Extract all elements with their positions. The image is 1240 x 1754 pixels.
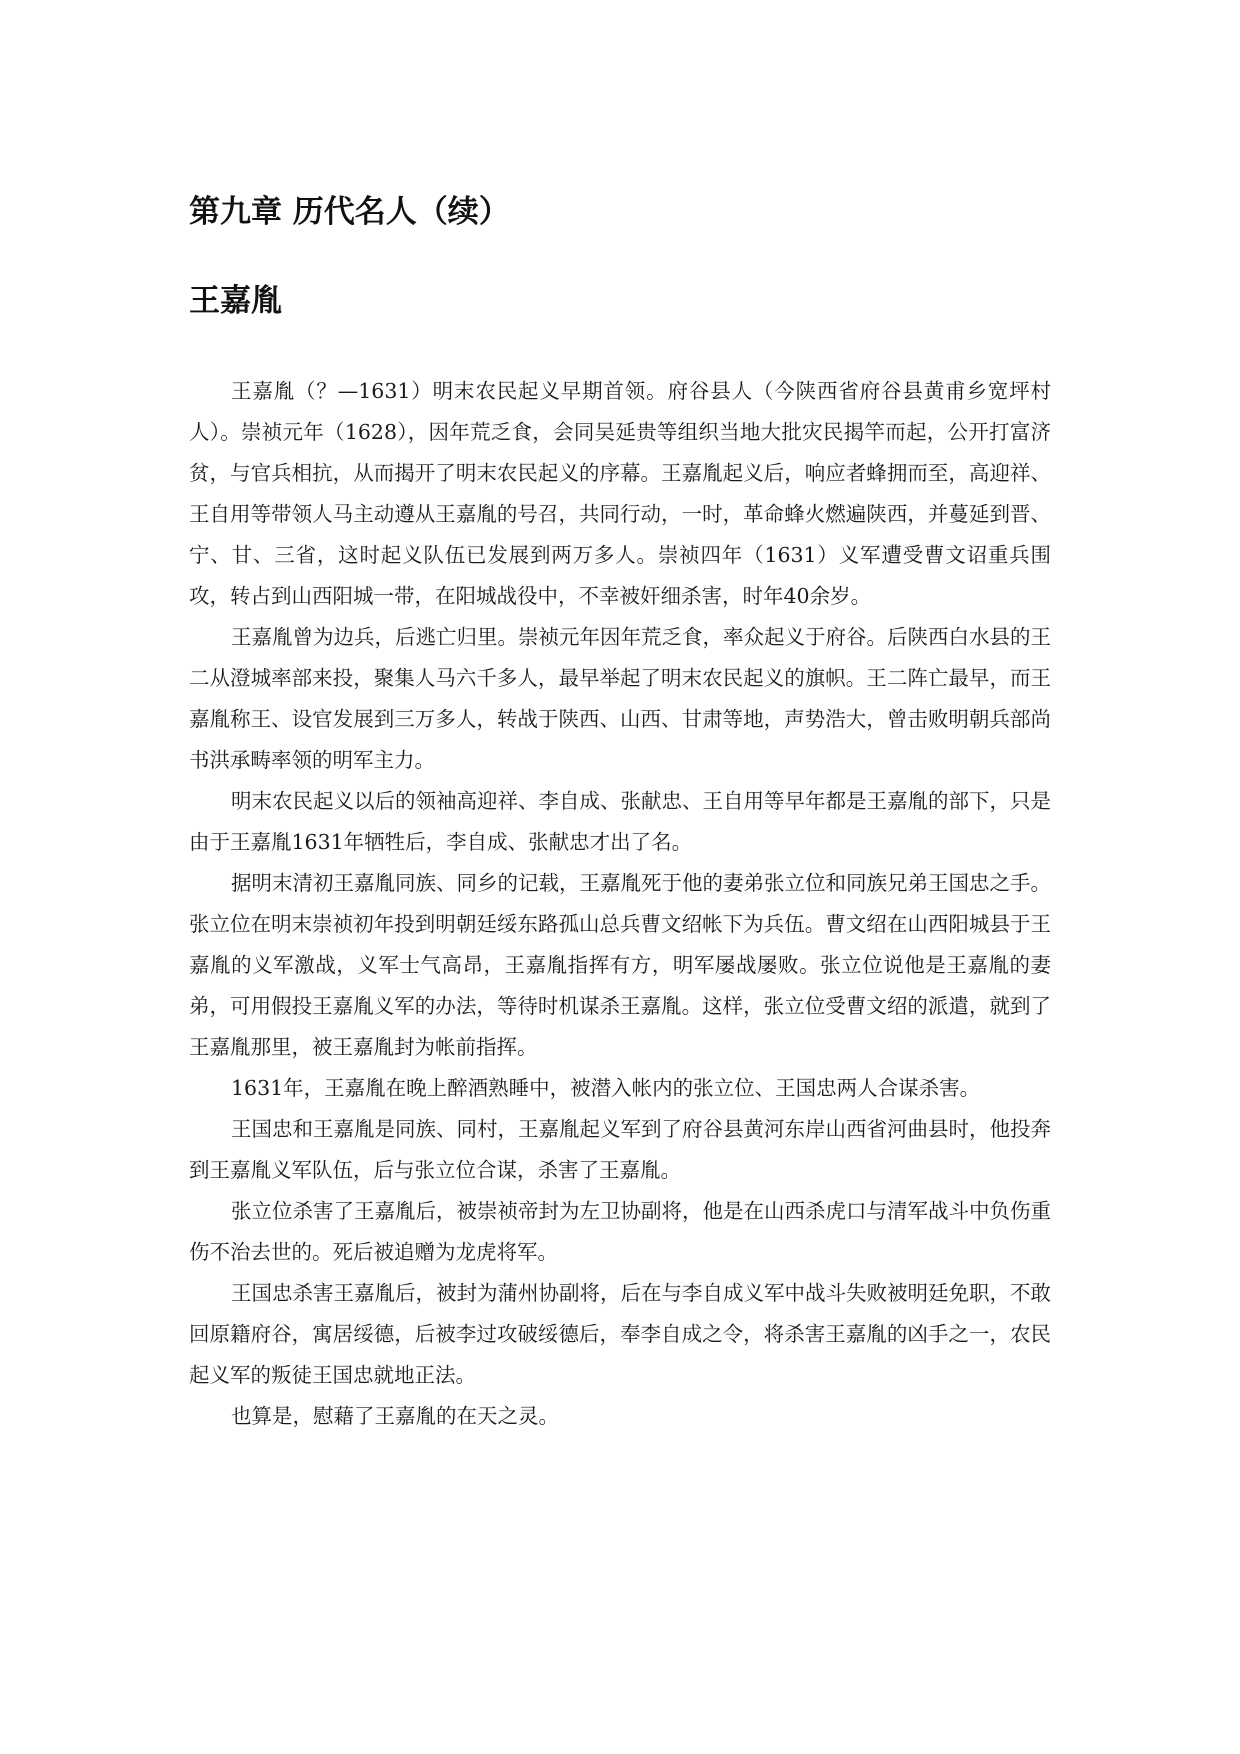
paragraph-later-leaders: 明末农民起义以后的领袖高迎祥、李自成、张献忠、王自用等早年都是王嘉胤的部下，只是由于王嘉胤1631年牺牲后，李自成、张献忠才出了名。 [189,789,1051,854]
paragraph-wang-guozhong-fate: 王国忠杀害王嘉胤后，被封为蒲州协副将，后在与李自成义军中战斗失败被明廷免职，不敢回原籍府谷，寓居绥德，后被李过攻破绥德后，奉李自成之令，将杀害王嘉胤的凶手之一，农民起义军的叛徒王国忠就地正法。 [189,1281,1051,1387]
paragraph-biography-summary: 王嘉胤（？—1631）明末农民起义早期首领。府谷县人（今陕西省府谷县黄甫乡宽坪村人）。崇祯元年（1628），因年荒乏食，会同吴延贵等组织当地大批灾民揭竿而起，公开打富济贫，与官兵相抗，从而揭开了明末农民起义的序幕。王嘉胤起义后，响应者蜂拥而至，高迎祥、王自用等带领人马主动遵从王嘉胤的号召，共同行动，一时，革命蜂火燃遍陕西，并蔓延到晋、宁、甘、三省，这时起义队伍已发展到两万多人。崇祯四年（1631）义军遭受曹文诏重兵围攻，转占到山西阳城一带，在阳城战役中，不幸被奸细杀害，时年40余岁。 [189,379,1051,608]
paragraph-zhang-liwei-fate: 张立位杀害了王嘉胤后，被崇祯帝封为左卫协副将，他是在山西杀虎口与清军战斗中负伤重伤不治去世的。死后被追赠为龙虎将军。 [189,1199,1051,1264]
paragraph-closing: 也算是，慰藉了王嘉胤的在天之灵。 [231,1404,559,1428]
article-body [189,371,1051,1437]
chapter-title: 第九章 历代名人（续） [189,194,510,230]
section-title: 王嘉胤 [189,283,282,319]
paragraph-death-1631: 1631年，王嘉胤在晚上醉酒熟睡中，被潜入帐内的张立位、王国忠两人合谋杀害。 [231,1076,981,1100]
paragraph-wang-guozhong: 王国忠和王嘉胤是同族、同村，王嘉胤起义军到了府谷县黄河东岸山西省河曲县时，他投奔到王嘉胤义军队伍，后与张立位合谋，杀害了王嘉胤。 [189,1117,1051,1182]
paragraph-early-uprising: 王嘉胤曾为边兵，后逃亡归里。崇祯元年因年荒乏食，率众起义于府谷。后陕西白水县的王二从澄城率部来投，聚集人马六千多人，最早举起了明末农民起义的旗帜。王二阵亡最早，而王嘉胤称王、设官发展到三万多人，转战于陕西、山西、甘肃等地，声势浩大，曾击败明朝兵部尚书洪承畴率领的明军主力。 [189,625,1051,772]
paragraph-assassination-plot: 据明末清初王嘉胤同族、同乡的记载，王嘉胤死于他的妻弟张立位和同族兄弟王国忠之手。张立位在明末崇祯初年投到明朝廷绥东路孤山总兵曹文绍帐下为兵伍。曹文绍在山西阳城县于王嘉胤的义军激战，义军士气高昂，王嘉胤指挥有方，明军屡战屡败。张立位说他是王嘉胤的妻弟，可用假投王嘉胤义军的办法，等待时机谋杀王嘉胤。这样，张立位受曹文绍的派遣，就到了王嘉胤那里，被王嘉胤封为帐前指挥。 [189,871,1051,1059]
